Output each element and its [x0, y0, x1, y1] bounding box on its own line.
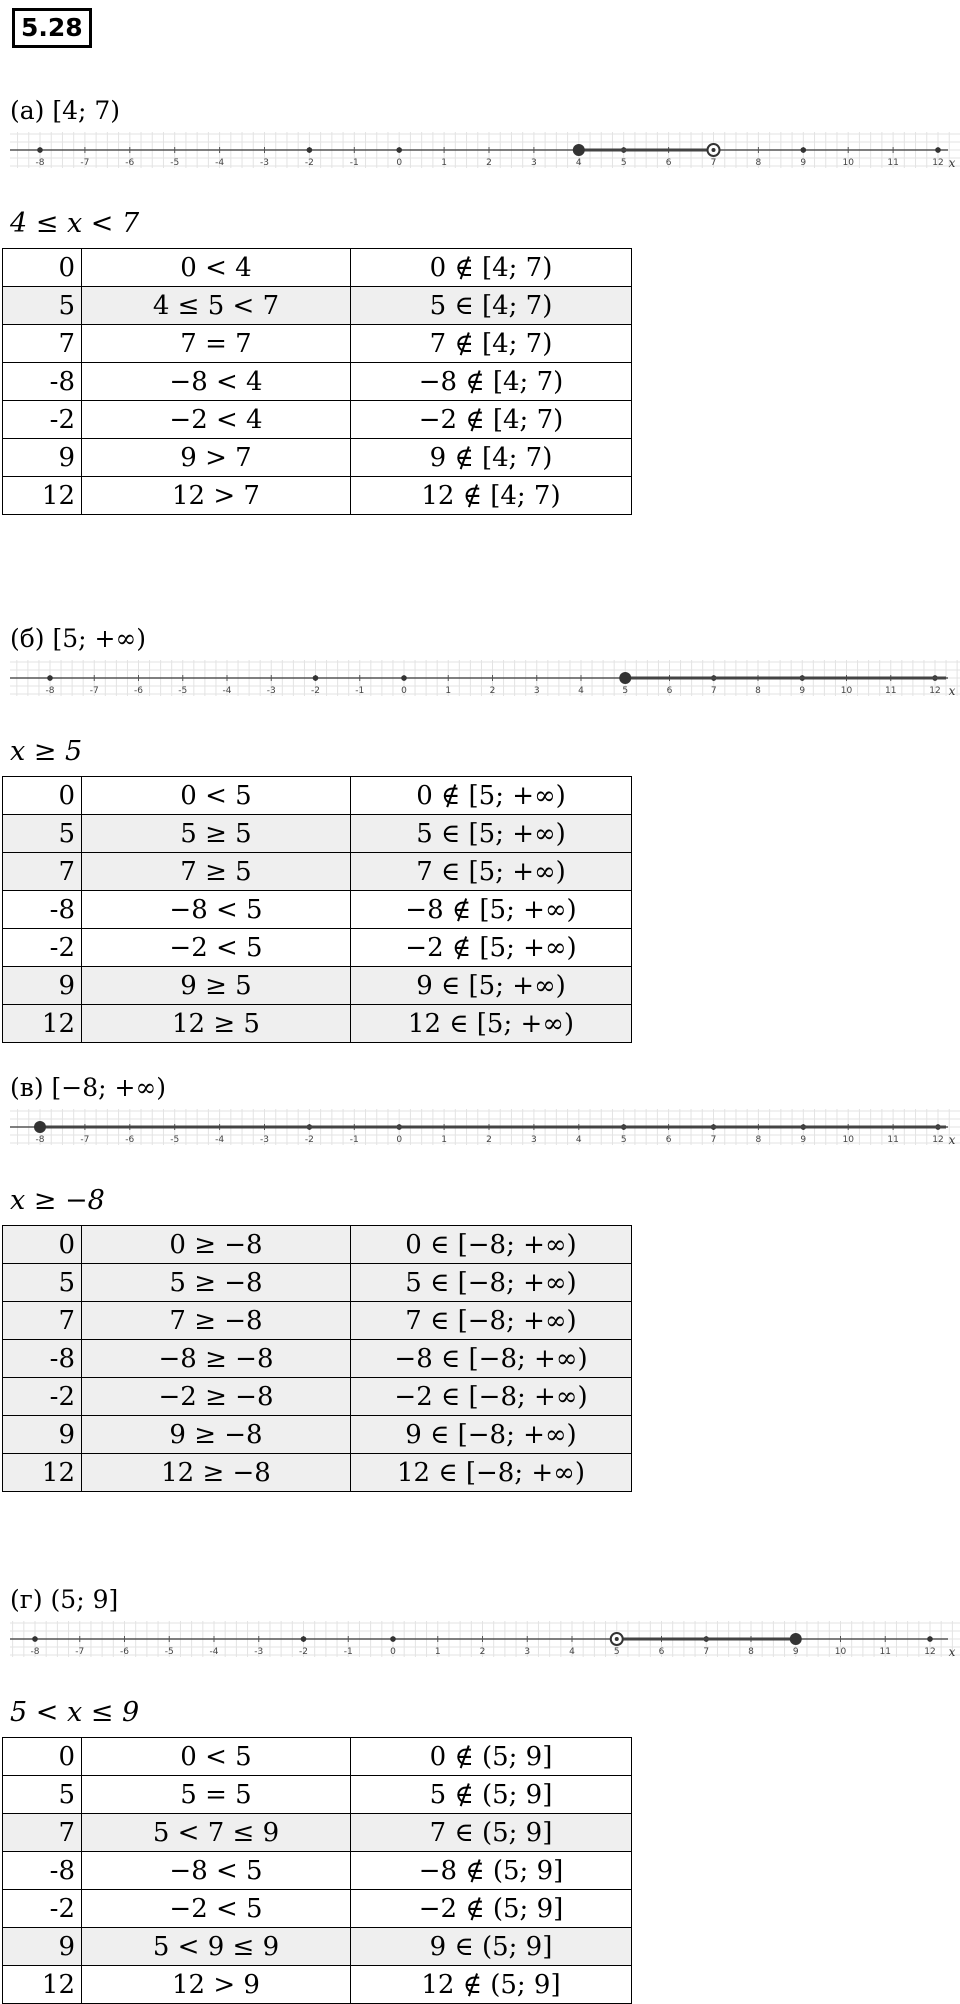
tick-label: -8 — [30, 1647, 40, 1657]
tick-label: 12 — [932, 1135, 944, 1145]
table-row — [3, 1966, 632, 2004]
tick-label: -2 — [311, 686, 320, 696]
cell-membership: 12 ∉ (5; 9] — [351, 1966, 632, 2004]
tick-label: -3 — [266, 686, 276, 696]
tick-label: 6 — [658, 1647, 665, 1657]
number-line — [10, 1107, 960, 1149]
cell-comparison: −2 < 5 — [82, 929, 351, 967]
point--2 — [313, 675, 319, 681]
section-label: (б) [5; +∞) — [10, 624, 147, 653]
cell-comparison: −8 ≥ −8 — [82, 1340, 351, 1378]
cell-comparison: 4 ≤ 5 < 7 — [82, 287, 351, 325]
table-row — [3, 1852, 632, 1890]
tick-label: 12 — [929, 686, 941, 696]
tick-label: -1 — [349, 158, 359, 168]
tick-label: -7 — [80, 1135, 90, 1145]
point--8 — [32, 1636, 38, 1642]
tick-label: 10 — [842, 158, 854, 168]
cell-x: 9 — [3, 1928, 82, 1966]
tick-label: 0 — [401, 686, 407, 696]
cell-x: 5 — [3, 287, 82, 325]
cell-x: 0 — [3, 1226, 82, 1264]
cell-membership: 9 ∉ [4; 7) — [351, 439, 632, 477]
tick-label: -4 — [215, 1135, 225, 1145]
values-table — [2, 776, 632, 1043]
cell-x: 12 — [3, 1005, 82, 1043]
tick-label: 10 — [834, 1647, 847, 1657]
table-row — [3, 287, 632, 325]
point-0 — [390, 1636, 396, 1642]
tick-label: 11 — [879, 1647, 891, 1657]
interval-start-point — [34, 1121, 46, 1133]
cell-comparison: 9 ≥ 5 — [82, 967, 351, 1005]
tick-label: 8 — [755, 686, 761, 696]
tick-label: 12 — [932, 158, 944, 168]
cell-membership: 12 ∈ [5; +∞) — [351, 1005, 632, 1043]
cell-membership: −8 ∉ (5; 9] — [351, 1852, 632, 1890]
tick-label: 11 — [885, 686, 897, 696]
cell-x: -2 — [3, 401, 82, 439]
cell-x: 9 — [3, 1416, 82, 1454]
tick-label: 5 — [620, 1135, 627, 1145]
table-row — [3, 777, 632, 815]
cell-comparison: −2 ≥ −8 — [82, 1378, 351, 1416]
values-table — [2, 1737, 632, 2004]
cell-membership: 7 ∉ [4; 7) — [351, 325, 632, 363]
tick-label: 3 — [531, 1135, 537, 1145]
tick-label: 10 — [840, 686, 853, 696]
cell-x: 0 — [3, 1738, 82, 1776]
tick-label: 8 — [755, 1135, 762, 1145]
point--2 — [307, 147, 313, 153]
cell-x: 9 — [3, 967, 82, 1005]
cell-comparison: 9 ≥ −8 — [82, 1416, 351, 1454]
number-line — [10, 658, 960, 700]
point-12 — [927, 1636, 933, 1642]
cell-comparison: −8 < 4 — [82, 363, 351, 401]
number-line — [10, 130, 960, 172]
tick-label: 0 — [396, 158, 403, 168]
cell-x: 7 — [3, 325, 82, 363]
cell-comparison: −8 < 5 — [82, 1852, 351, 1890]
interval-start-point — [619, 672, 631, 684]
table-row — [3, 1226, 632, 1264]
cell-x: 7 — [3, 1302, 82, 1340]
tick-label: -8 — [35, 1135, 45, 1145]
tick-label: 3 — [531, 158, 537, 168]
cell-membership: 7 ∈ [−8; +∞) — [351, 1302, 632, 1340]
number-line — [10, 1619, 960, 1661]
tick-label: 1 — [441, 158, 447, 168]
interval-end-point — [790, 1633, 802, 1645]
point-0 — [396, 147, 402, 153]
tick-label: 1 — [445, 686, 452, 696]
cell-x: -2 — [3, 1378, 82, 1416]
tick-label: 2 — [479, 1647, 486, 1657]
cell-x: 7 — [3, 1814, 82, 1852]
tick-label: -5 — [178, 686, 188, 696]
tick-label: 9 — [799, 686, 806, 696]
cell-membership: −8 ∉ [4; 7) — [351, 363, 632, 401]
tick-label: 9 — [792, 1647, 799, 1657]
table-row — [3, 249, 632, 287]
cell-x: 7 — [3, 853, 82, 891]
cell-x: 0 — [3, 249, 82, 287]
cell-membership: −2 ∈ [−8; +∞) — [351, 1378, 632, 1416]
tick-label: 6 — [665, 158, 672, 168]
tick-label: -6 — [125, 1135, 135, 1145]
cell-comparison: 0 < 5 — [82, 1738, 351, 1776]
cell-membership: 0 ∉ [5; +∞) — [351, 777, 632, 815]
tick-label: -3 — [260, 158, 269, 168]
cell-membership: 5 ∈ [5; +∞) — [351, 815, 632, 853]
table-row — [3, 1378, 632, 1416]
interval-start-point — [573, 144, 585, 156]
tick-label: 12 — [924, 1647, 936, 1657]
cell-comparison: 5 ≥ 5 — [82, 815, 351, 853]
cell-comparison: 7 ≥ −8 — [82, 1302, 351, 1340]
tick-label: 4 — [575, 158, 582, 168]
cell-membership: 5 ∈ [4; 7) — [351, 287, 632, 325]
inequality: x ≥ −8 — [10, 1185, 105, 1216]
table-row — [3, 1928, 632, 1966]
cell-membership: 9 ∈ [−8; +∞) — [351, 1416, 632, 1454]
tick-label: -1 — [349, 1135, 359, 1145]
cell-membership: −8 ∉ [5; +∞) — [351, 891, 632, 929]
cell-comparison: 9 > 7 — [82, 439, 351, 477]
tick-label: 4 — [569, 1647, 575, 1657]
cell-membership: 9 ∈ [5; +∞) — [351, 967, 632, 1005]
axis-variable: x — [948, 156, 956, 170]
table-row — [3, 853, 632, 891]
tick-label: -4 — [222, 686, 232, 696]
tick-label: -2 — [304, 1135, 314, 1145]
tick-label: 5 — [622, 686, 629, 696]
tick-label: -6 — [120, 1647, 129, 1657]
tick-label: -1 — [343, 1647, 353, 1657]
cell-membership: 12 ∈ [−8; +∞) — [351, 1454, 632, 1492]
tick-label: 8 — [755, 158, 762, 168]
tick-label: -4 — [209, 1647, 219, 1657]
tick-label: 2 — [486, 158, 492, 168]
cell-x: 9 — [3, 439, 82, 477]
cell-comparison: −2 < 5 — [82, 1890, 351, 1928]
tick-label: -6 — [134, 686, 143, 696]
cell-x: -8 — [3, 363, 82, 401]
tick-label: 6 — [666, 686, 673, 696]
cell-x: 5 — [3, 1264, 82, 1302]
tick-label: 4 — [575, 1135, 582, 1145]
axis-variable: x — [948, 1645, 956, 1659]
axis-variable: x — [948, 1133, 956, 1147]
tick-label: -5 — [170, 1135, 180, 1145]
cell-comparison: −2 < 4 — [82, 401, 351, 439]
table-row — [3, 1776, 632, 1814]
cell-x: 5 — [3, 815, 82, 853]
table-row — [3, 1340, 632, 1378]
tick-label: -7 — [75, 1647, 85, 1657]
cell-x: -2 — [3, 929, 82, 967]
table-row — [3, 1264, 632, 1302]
cell-comparison: 5 < 9 ≤ 9 — [82, 1928, 351, 1966]
point-9 — [801, 147, 807, 153]
inequality: 4 ≤ x < 7 — [10, 208, 140, 239]
table-row — [3, 1005, 632, 1043]
cell-membership: 0 ∈ [−8; +∞) — [351, 1226, 632, 1264]
tick-label: 1 — [441, 1135, 447, 1145]
tick-label: -7 — [80, 158, 90, 168]
point--2 — [301, 1636, 307, 1642]
cell-x: 5 — [3, 1776, 82, 1814]
tick-label: 7 — [710, 686, 717, 696]
cell-membership: 12 ∉ [4; 7) — [351, 477, 632, 515]
cell-membership: 0 ∉ [4; 7) — [351, 249, 632, 287]
inequality: 5 < x ≤ 9 — [10, 1697, 140, 1728]
table-row — [3, 1302, 632, 1340]
cell-comparison: 12 > 9 — [82, 1966, 351, 2004]
cell-x: 12 — [3, 1966, 82, 2004]
cell-x: -8 — [3, 1852, 82, 1890]
cell-membership: 7 ∈ [5; +∞) — [351, 853, 632, 891]
cell-x: 0 — [3, 777, 82, 815]
tick-label: 9 — [800, 158, 807, 168]
table-row — [3, 363, 632, 401]
tick-label: -2 — [299, 1647, 308, 1657]
cell-comparison: 5 < 7 ≤ 9 — [82, 1814, 351, 1852]
tick-label: -8 — [35, 158, 45, 168]
section-label: (г) (5; 9] — [10, 1585, 119, 1614]
cell-x: -2 — [3, 1890, 82, 1928]
cell-comparison: 7 = 7 — [82, 325, 351, 363]
tick-label: 1 — [434, 1647, 441, 1657]
cell-comparison: −8 < 5 — [82, 891, 351, 929]
tick-label: 0 — [396, 1135, 403, 1145]
tick-label: 3 — [533, 686, 540, 696]
values-table — [2, 248, 632, 515]
cell-membership: −2 ∉ [5; +∞) — [351, 929, 632, 967]
interval-start-point — [611, 1633, 623, 1645]
tick-label: -5 — [170, 158, 180, 168]
cell-comparison: 12 > 7 — [82, 477, 351, 515]
cell-x: 12 — [3, 477, 82, 515]
cell-comparison: 7 ≥ 5 — [82, 853, 351, 891]
values-table — [2, 1225, 632, 1492]
tick-label: -8 — [45, 686, 55, 696]
tick-label: -1 — [355, 686, 365, 696]
tick-label: 0 — [390, 1647, 396, 1657]
cell-comparison: 0 < 5 — [82, 777, 351, 815]
table-row — [3, 439, 632, 477]
tick-label: 2 — [489, 686, 496, 696]
tick-label: 11 — [887, 158, 899, 168]
section-label: (а) [4; 7) — [10, 96, 121, 125]
table-row — [3, 967, 632, 1005]
table-row — [3, 929, 632, 967]
point-0 — [401, 675, 407, 681]
tick-label: -3 — [260, 1135, 269, 1145]
tick-label: 10 — [842, 1135, 854, 1145]
cell-x: -8 — [3, 1340, 82, 1378]
tick-label: -6 — [125, 158, 135, 168]
tick-label: 9 — [800, 1135, 807, 1145]
table-row — [3, 401, 632, 439]
tick-label: 6 — [665, 1135, 672, 1145]
cell-comparison: 12 ≥ −8 — [82, 1454, 351, 1492]
cell-comparison: 5 = 5 — [82, 1776, 351, 1814]
table-row — [3, 815, 632, 853]
table-row — [3, 477, 632, 515]
cell-membership: −2 ∉ (5; 9] — [351, 1890, 632, 1928]
cell-membership: 7 ∈ (5; 9] — [351, 1814, 632, 1852]
tick-label: 7 — [703, 1647, 710, 1657]
point-12 — [935, 147, 941, 153]
cell-comparison: 0 ≥ −8 — [82, 1226, 351, 1264]
tick-label: 2 — [486, 1135, 492, 1145]
cell-membership: 5 ∉ (5; 9] — [351, 1776, 632, 1814]
cell-x: 12 — [3, 1454, 82, 1492]
tick-label: 8 — [748, 1647, 754, 1657]
point--8 — [47, 675, 53, 681]
tick-label: 5 — [620, 158, 627, 168]
tick-label: 11 — [887, 1135, 899, 1145]
table-row — [3, 1416, 632, 1454]
cell-comparison: 12 ≥ 5 — [82, 1005, 351, 1043]
tick-label: -2 — [304, 158, 314, 168]
axis-variable: x — [948, 684, 956, 698]
table-row — [3, 1454, 632, 1492]
cell-comparison: 0 < 4 — [82, 249, 351, 287]
tick-label: 3 — [524, 1647, 531, 1657]
point--8 — [37, 147, 43, 153]
cell-membership: 5 ∈ [−8; +∞) — [351, 1264, 632, 1302]
tick-label: 7 — [710, 158, 717, 168]
tick-label: -3 — [254, 1647, 264, 1657]
problem-number: 5.28 — [12, 8, 92, 48]
table-row — [3, 1814, 632, 1852]
cell-x: -8 — [3, 891, 82, 929]
cell-membership: 9 ∈ (5; 9] — [351, 1928, 632, 1966]
tick-label: -5 — [164, 1647, 174, 1657]
table-row — [3, 1890, 632, 1928]
tick-label: 5 — [613, 1647, 620, 1657]
table-row — [3, 325, 632, 363]
tick-label: 4 — [578, 686, 584, 696]
cell-membership: −2 ∉ [4; 7) — [351, 401, 632, 439]
cell-membership: −8 ∈ [−8; +∞) — [351, 1340, 632, 1378]
section-label: (в) [−8; +∞) — [10, 1073, 167, 1102]
tick-label: 7 — [710, 1135, 717, 1145]
cell-comparison: 5 ≥ −8 — [82, 1264, 351, 1302]
table-row — [3, 891, 632, 929]
inequality: x ≥ 5 — [10, 736, 83, 767]
tick-label: -7 — [89, 686, 99, 696]
table-row — [3, 1738, 632, 1776]
cell-membership: 0 ∉ (5; 9] — [351, 1738, 632, 1776]
interval-end-point — [708, 144, 720, 156]
tick-label: -4 — [215, 158, 225, 168]
